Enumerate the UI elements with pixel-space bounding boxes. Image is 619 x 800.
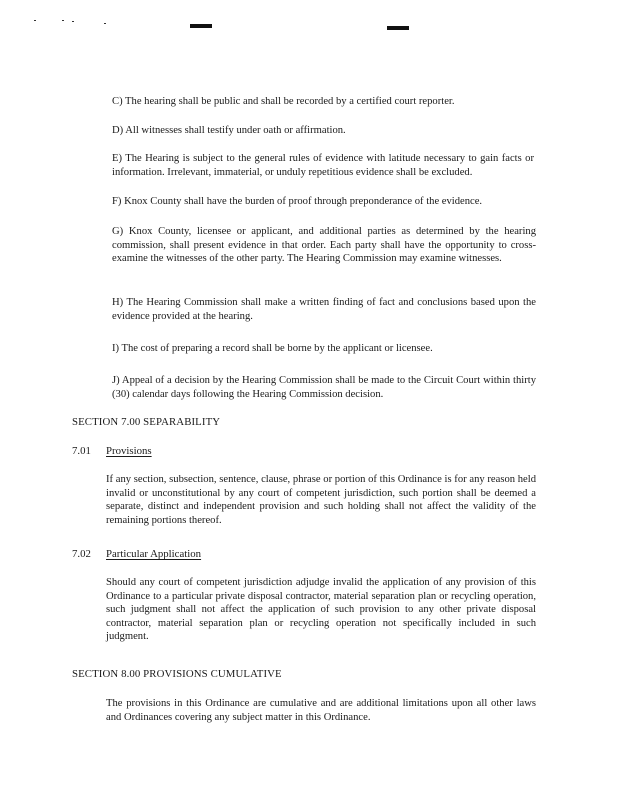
paragraph-h: H) The Hearing Commission shall make a written finding of fact and conclusions based upon the evidence provided at the hearing. xyxy=(112,297,536,322)
section-8-text: The provisions in this Ordinance are cumulative and are additional limitations upon all other laws and Ordinances covering any subject matter in this Ordinance. xyxy=(106,698,536,723)
section-8-heading: SECTION 8.00 PROVISIONS CUMULATIVE xyxy=(72,668,282,680)
scan-speck xyxy=(34,20,36,21)
scan-mark-left xyxy=(190,24,212,28)
subsection-7-01-text: If any section, subsection, sentence, clause, phrase or portion of this Ordinance is for any reason held invalid or unconstitutional by any court of competent jurisdiction, such portion shall be deemed a separate, distinct and independent provision and such holding shall not affect the validity of the remaining portions thereof. xyxy=(106,474,536,526)
subsection-7-01-number: 7.01 xyxy=(72,445,91,457)
section-7-heading: SECTION 7.00 SEPARABILITY xyxy=(72,416,221,428)
paragraph-i: I) The cost of preparing a record shall be borne by the applicant or licensee. xyxy=(112,343,433,354)
paragraph-f: F) Knox County shall have the burden of proof through preponderance of the evidence. xyxy=(112,196,483,207)
paragraph-j: J) Appeal of a decision by the Hearing Commission shall be made to the Circuit Court within thirty (30) calendar days following the Hearing Commission decision. xyxy=(112,375,536,400)
scan-mark-right xyxy=(387,26,409,30)
paragraph-g: G) Knox County, licensee or applicant, and additional parties as determined by the hearing commission, shall present evidence in that order. Each party shall have the opportunity to cross-examine the witnesses of the other party. The Hearing Commission may examine witnesses. xyxy=(112,226,536,264)
scan-speck xyxy=(104,23,106,24)
paragraph-d: D) All witnesses shall testify under oath or affirmation. xyxy=(112,125,346,136)
paragraph-e: E) The Hearing is subject to the general rules of evidence with latitude necessary to gain facts or information. Irrelevant, immaterial, or unduly repetitious evidence shall be excluded. xyxy=(112,153,534,178)
scan-speck xyxy=(72,21,74,22)
scan-speck xyxy=(62,20,64,21)
paragraph-c: C) The hearing shall be public and shall be recorded by a certified court reporter. xyxy=(112,96,455,107)
subsection-7-02-number: 7.02 xyxy=(72,548,91,560)
subsection-7-02-text: Should any court of competent jurisdiction adjudge invalid the application of any provision of this Ordinance to a particular private disposal contractor, material separation plan or recycling operation, such judgment shall not affect the application of such provision to any other private disposal contractor, material separation plan or recycling operation not specifically included in such judgment. xyxy=(106,577,536,642)
subsection-7-01-title: Provisions xyxy=(106,445,152,457)
subsection-7-02-title: Particular Application xyxy=(106,548,202,560)
